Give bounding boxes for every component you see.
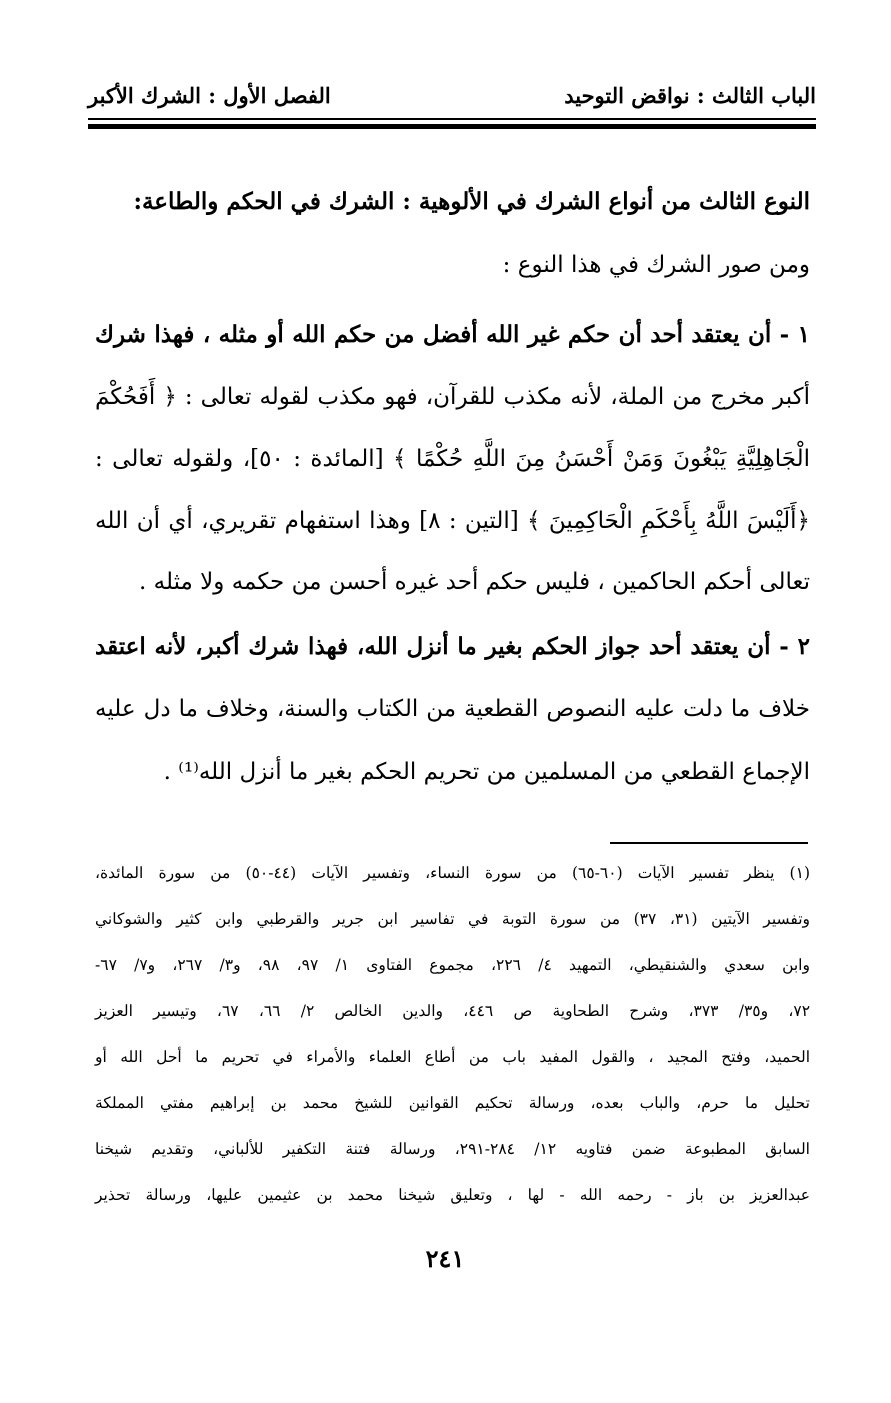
paragraph-2-line-3: الإجماع القطعي من المسلمين من تحريم الحكم بغير ما أنزل الله⁽¹⁾ . bbox=[163, 759, 810, 785]
footnote-separator bbox=[610, 842, 808, 844]
paragraph-1-line-2: أكبر مخرج من الملة، لأنه مكذب للقرآن، فهو مكذب لقوله تعالى : ﴿ أَفَحُكْمَ bbox=[95, 384, 811, 410]
footnote-line-8: عبدالعزيز بن باز - رحمه الله - لها ، وتعليق شيخنا محمد بن عثيمين عليها، ورسالة تحذير bbox=[95, 1186, 810, 1204]
paragraph-1-line-1: ١ - أن يعتقد أحد أن حكم غير الله أفضل من حكم الله أو مثله ، فهذا شرك bbox=[95, 321, 810, 348]
section-heading: النوع الثالث من أنواع الشرك في الألوهية : الشرك في الحكم والطاعة: bbox=[133, 188, 810, 215]
paragraph-2-line-1: ٢ - أن يعتقد أحد جواز الحكم بغير ما أنزل الله، فهذا شرك أكبر، لأنه اعتقد bbox=[95, 633, 810, 660]
header-section: الفصل الأول : الشرك الأكبر bbox=[88, 82, 331, 108]
header-chapter: الباب الثالث : نواقض التوحيد bbox=[564, 82, 816, 108]
header-rule-thin bbox=[88, 118, 816, 120]
header-rule-thick bbox=[88, 124, 816, 129]
footnote-line-3: وابن سعدي والشنقيطي، التمهيد ٤/ ٢٢٦، مجموع الفتاوى ١/ ٩٧، ٩٨، و٣/ ٢٦٧، و٧/ ٦٧- bbox=[95, 956, 810, 974]
running-header bbox=[88, 78, 816, 112]
paragraph-2-line-2: خلاف ما دلت عليه النصوص القطعية من الكتاب والسنة، وخلاف ما دل عليه bbox=[95, 696, 810, 722]
footnote-line-6: تحليل ما حرم، والباب بعده، ورسالة تحكيم القوانين للشيخ محمد بن إبراهيم مفتي المملكة bbox=[95, 1094, 810, 1112]
page-number: ٢٤١ bbox=[425, 1244, 465, 1273]
paragraph-1-line-4: ﴿أَلَيْسَ اللَّهُ بِأَحْكَمِ الْحَاكِمِينَ ﴾ [التين : ٨] وهذا استفهام تقريري، أي أن الله bbox=[95, 508, 810, 534]
footnote-line-7: السابق المطبوعة ضمن فتاويه ١٢/ ٢٨٤-٢٩١، ورسالة فتنة التكفير للألباني، وتقديم شيخنا bbox=[95, 1140, 810, 1158]
footnote-line-2: وتفسير الآيتين (٣١، ٣٧) من سورة التوبة في تفاسير ابن جرير والقرطبي وابن كثير والشوكاني bbox=[95, 910, 810, 928]
footnote-line-4: ٧٢، و٣٥/ ٣٧٣، وشرح الطحاوية ص ٤٤٦، والدين الخالص ٢/ ٦٦، ٦٧، وتيسير العزيز bbox=[95, 1002, 811, 1020]
footnote-line-5: الحميد، وفتح المجيد ، والقول المفيد باب من أطاع العلماء والأمراء في تحريم ما أحل الله أو bbox=[95, 1048, 810, 1066]
intro-line: ومن صور الشرك في هذا النوع : bbox=[502, 252, 810, 278]
paragraph-1-line-3: الْجَاهِلِيَّةِ يَبْغُونَ وَمَنْ أَحْسَنُ مِنَ اللَّهِ حُكْمًا ﴾ [المائدة : ٥٠]، ولقوله تعالى : bbox=[95, 446, 810, 472]
paragraph-1-line-5: تعالى أحكم الحاكمين ، فليس حكم أحد غيره أحسن من حكمه ولا مثله . bbox=[139, 569, 810, 595]
footnote-line-1: (١) ينظر تفسير الآيات (٦٠-٦٥) من سورة النساء، وتفسير الآيات (٤٤-٥٠) من سورة المائدة، bbox=[95, 864, 810, 882]
